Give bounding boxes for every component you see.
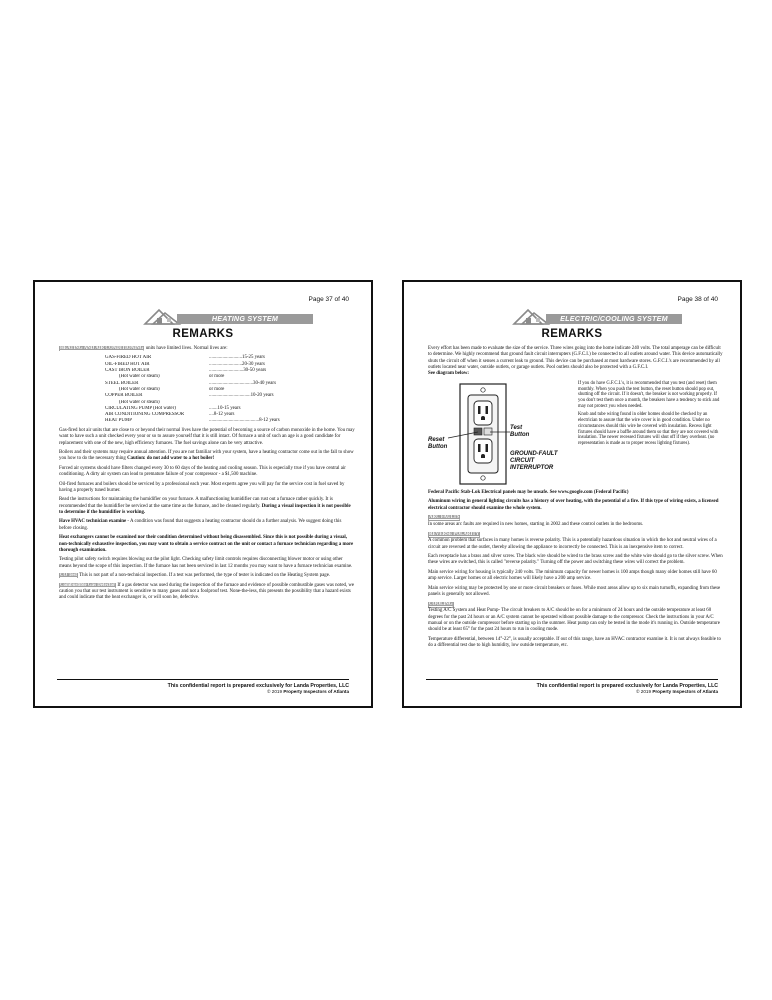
equipment-name: GAS-FIRED HOT AIR <box>105 355 152 361</box>
page-heading: REMARKS <box>541 328 603 340</box>
gfci-diagram <box>428 381 573 487</box>
paragraph-main-service-protection: Main service wiring may be protected by one or more circuit breakers or fuses. While most areas allow up to six main turnoffs, expanding from these panels is generally not allowed. <box>428 585 721 598</box>
paragraph-cooling-test: Testing A/C System and Heat Pump- The circuit breakers to A/C should be on for a minimum of 24 hours and the outside temperature at least 60 degrees for the past 24 hours or an A/C system cannot be operated without possible damage to the compressor. Check the instructions in your A/C manual or on the outside compressor before starting up in the summer. Heat pump can only be tested in the mode it's running in. Outside temperature should be at least 65° for the past 24 hours to run in cooling mode. <box>428 608 720 633</box>
boilers-text: Boilers and their systems may require annual attention. If you are not familiar with your system, have a heating contractor come out in the fall to show you how to do the necessary thing <box>59 450 354 462</box>
equipment-name: OIL-FIRED HOT AIR <box>105 361 150 367</box>
paragraph-temp-differential: Temperature differential, between 14°-22°, is usually acceptable. If out of this range, have an HVAC contractor examine it. It is not always feasible to do a differential test due to high humidity, low outside temperature, etc. <box>428 636 721 649</box>
paragraph-hvac-tech <box>59 519 355 532</box>
equipment-life: .........................................8-12 years <box>209 418 280 424</box>
equipment-life: ....8-12 years <box>209 412 235 418</box>
paragraph-federal-pacific: Federal Pacific Stab-Lok Electrical panels may be unsafe. See www.google.com (Federal Pacific) <box>428 489 629 495</box>
equipment-name: (Hot water or steam) <box>119 374 160 380</box>
gfci-notes <box>578 381 724 450</box>
arc-faults-label: ARC FAULTS <box>429 515 460 521</box>
hvac-tech-label: Have HVAC technician examine <box>59 519 127 525</box>
see-diagram-label: See diagram below: <box>428 371 470 377</box>
hvac-tech-text: - A condition was found that suggests a heating contractor should do a further analysis. We suggest doing this before closing. <box>59 519 342 531</box>
equipment-life-table <box>105 355 355 424</box>
report-page-37 <box>33 280 373 708</box>
equipment-life: ............................30-50 years <box>209 368 267 374</box>
page-number: Page 38 of 40 <box>677 296 718 303</box>
paragraph-gfci-test: If you do have G.F.C.I.'s, it is recommended that you test (and reset) them monthly. When you push the test button, the reset button should pop out, shutting off the circuit. If it doesn't, the breaker is not working properly. If you don't test them once a month, the breakers have a tendency to stick and may not protect you when needed. <box>578 380 720 410</box>
gfci-caption: GROUND-FAULT CIRCUIT INTERRUPTOR <box>510 450 558 471</box>
banner-title: ELECTRIC/COOLING SYSTEM <box>546 314 682 324</box>
equipment-name: HEAT PUMP <box>105 418 132 424</box>
equipment-name: CAST IRON BOILER <box>105 368 150 374</box>
gas-detector-text: If a gas detector was used during the inspection of the furnace and evidence of possible combustible gases was noted, we caution you that our test instrument is sensitive to many gases and not a foolproof test. None-the-less, this presents the possibility that a hazard exists and could indicate that the heat exchanger is, or will soon be, defective. <box>59 582 355 601</box>
paragraph-forced-air: Forced air systems should have filters changed every 30 to 60 days of the heating and cooling season. This is especially true if you have central air conditioning. A dirty air system can lead to premature failure of your compressor - a $1,500 machine. <box>59 465 346 478</box>
gfci-section <box>428 381 724 487</box>
paragraph-knob-tube: Knob and tube wiring found in older homes should be checked by an electrician to assure that the wire cover is in good condition. Under no circumstances should this wire be covered with insulation. Recess light fixtures should have a baffle around them so that they are not covered with insulation. The newer recessed fixtures will shut off if they overheat. (no representation is made as to proper recess lighting fixtures). <box>578 412 719 447</box>
equipment-name: STEEL BOILER <box>105 380 139 386</box>
test-button-label: Test Button <box>510 424 530 438</box>
equipment-life: ...........................20-30 years <box>209 361 265 367</box>
reverse-polarity-label: REVERSE POLARITY <box>429 531 480 537</box>
paragraph-reverse-polarity: A common problem that surfaces in many homes is reverse polarity. This is a potentially hazardous situation in which the hot and neutral wires of a circuit are reversed at the outlet, thereby allowing the appliance to incorrectly be connected. This is an inexpensive item to correct. <box>428 538 717 550</box>
paragraph-arc-faults: In some areas arc faults are required in new homes, starting in 2002 and these control outlets in the bedrooms. <box>428 522 644 528</box>
paragraph-main-service: Main service wiring for housing is typically 240 volts. The minimum capacity for newer homes is 100 amps though many older homes still have 60 amp service. Larger homes or all electric homes will likely have a 200 amp service. <box>428 569 717 582</box>
paragraph-humidifier <box>59 497 355 516</box>
paragraph-heat-exchanger: Heat exchangers cannot be examined nor their condition determined without being disassembled. Since this is not possible during a visual, non-technically exhaustive inspection, you may want to obtain a service contract on the unit or contact a furnace technician regarding a more thorough examination. <box>59 535 354 553</box>
footer-copyright <box>168 689 349 694</box>
company-name: Property Inspectors of Atlanta <box>652 689 718 694</box>
page-number: Page 37 of 40 <box>308 296 349 303</box>
equipment-name: COPPER BOILER <box>105 393 143 399</box>
section-label: HEATING AND AIR CONDITIONING <box>60 346 144 351</box>
paragraph-gas-fired: Gas-fired hot air units that are close to or beyond their normal lives have the potential of becoming a source of carbon monoxide in the home. You may want to have such a unit checked every year or so to assure yourself that it is still intact. Of furnace a unit of such an age is a good candidate for replacement with one of the new, high efficiency furnaces. The fuel savings alone can be very attractive. <box>59 427 355 446</box>
equipment-name: (Hot water or steam) <box>119 399 160 405</box>
equipment-life: or more <box>209 386 225 392</box>
page-footer <box>168 683 349 694</box>
intro-text: units have limited lives. Normal lives are: <box>144 346 228 351</box>
paragraph-boilers <box>59 450 355 463</box>
intro-paragraph <box>59 346 355 352</box>
life-table-row <box>105 418 355 424</box>
remarks-body <box>59 346 355 605</box>
footer-confidential: This confidential report is prepared exclusively for Landa Properties, LLC <box>536 683 718 689</box>
gas-detector-label: Combustible Gas Detector <box>60 582 116 588</box>
footer-copyright <box>537 689 718 694</box>
cooling-label: COOLING <box>429 601 453 607</box>
page-heading: REMARKS <box>172 328 234 340</box>
section-banner <box>143 304 313 326</box>
copyright-prefix: © 2019 <box>636 689 653 694</box>
equipment-name: (Hot water or steam) <box>119 386 160 392</box>
equipment-name: CIRCULATING PUMP (Hot water) <box>105 405 176 411</box>
equipment-life: or more <box>209 374 225 380</box>
boilers-caution: Caution: do not add water to a hot boiler! <box>127 456 215 462</box>
equipment-life: ....................................30-40 years <box>209 380 276 386</box>
paragraph-aluminum-wiring: Aluminum wiring in general lighting circuits has a history of over heating, with the potential of a fire. If this type of wiring exists, a licensed electrical contractor should examine the whole system. <box>428 499 719 511</box>
co-test-label: CO Test <box>60 573 77 579</box>
copyright-prefix: © 2019 <box>267 689 284 694</box>
banner-title: HEATING SYSTEM <box>177 314 313 324</box>
paragraph-co-test <box>59 573 355 579</box>
equipment-name: AIR CONDITIONING COMPRESSOR <box>105 412 185 418</box>
equipment-life: ..................................10-20 years <box>209 393 274 399</box>
paragraph-service-size: Every effort has been made to evaluate the size of the service. Three wires going into the home indicate 240 volts. The total amperage can be difficult to determine. We highly recommend that ground fault circuit interrupters (G.F.C.I.) be connected to all outlets around water. This device automatically shuts the circuit off when it senses a current leak to ground. This device can be purchased at most hardware stores. G.F.C.I.'s are recommended by all outlets located near water, outside outlets, or garage outlets. Pool outlets should also be protected with a G.F.C.I. <box>428 346 723 370</box>
page-footer <box>537 683 718 694</box>
footer-confidential: This confidential report is prepared exclusively for Landa Properties, LLC <box>167 683 349 689</box>
company-name: Property Inspectors of Atlanta <box>283 689 349 694</box>
section-banner <box>512 304 682 326</box>
paragraph-pilot-safety: Testing pilot safety switch requires blowing out the pilot light. Checking safety limit controls requires disconnecting blower motor or using other means beyond the scope of this inspection. If the furnace has not been serviced in last 12 months you may want to have a furnace technician examine. <box>59 557 353 569</box>
footer-divider <box>426 679 718 680</box>
paragraph-receptacle-screws: Each receptacle has a brass and silver screw. The black wire should be wired to the brass screw and the white wire should go to the silver screw. When these wires are switched, this is called "reverse polarity." Turning off the power and switching these wires will correct the problem. <box>428 554 723 566</box>
humidifier-bold: During a visual inspection it is not possible to determine if the humidifier is working. <box>59 503 351 515</box>
equipment-life: ...........................15-25 years <box>209 355 265 361</box>
paragraph-oil-fired: Oil-fired furnaces and boilers should be serviced by a professional each year. Most experts agree you will pay for the service cost in fuel saved by having a properly tuned burner. <box>59 481 345 493</box>
footer-divider <box>57 679 349 680</box>
reset-button-label: Reset Button <box>428 436 448 450</box>
paragraph-gas-detector <box>59 583 355 602</box>
remarks-body <box>428 346 724 653</box>
co-test-text: This is not part of a non-technical inspection. If a test was performed, the type of tester is indicated on the Heating System page. <box>78 573 331 579</box>
equipment-life: .......10-15 years <box>209 405 241 411</box>
humidifier-text: Read the instructions for maintaining the humidifier on your furnace. A malfunctioning humidifier can rust out a furnace rather quickly. It is recommended that the humidifier be serviced at the same time as the furnace, and be cleaned regularly. <box>59 497 333 509</box>
report-page-38 <box>402 280 742 708</box>
